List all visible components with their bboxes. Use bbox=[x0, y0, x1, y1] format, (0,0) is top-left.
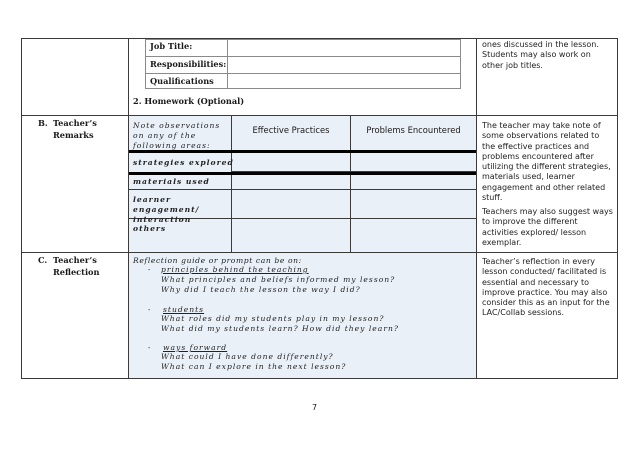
group-q: Why did I teach the lesson the way I did? bbox=[161, 285, 361, 294]
bullet: - bbox=[148, 344, 151, 352]
note-intro: Note observations on any of the following areas: bbox=[133, 121, 221, 150]
page-number: 7 bbox=[312, 403, 318, 412]
bullet: - bbox=[148, 266, 151, 274]
remarks-side-note-1: The teacher may take note of some observations related to the effective practices and problems encountered after utilizing the different strategies, materials used, learner engagement and other related stuff. bbox=[482, 121, 611, 203]
top-side-note: ones discussed in the lesson. Students may also work on other job titles. bbox=[482, 40, 599, 70]
section-b-title-2: Remarks bbox=[53, 130, 94, 140]
reflection-intro: Reflection guide or prompt can be on: bbox=[133, 256, 302, 265]
group-q: What could I have done differently? bbox=[161, 352, 334, 361]
responsibilities-label: Responsibilities: bbox=[150, 59, 227, 69]
area-learner-engagement: learner engagement/ interaction bbox=[133, 195, 200, 225]
qualifications-label: Qualifications bbox=[150, 76, 214, 86]
section-c-title-1: Teacher’s bbox=[53, 255, 97, 265]
col-effective-practices: Effective Practices bbox=[252, 125, 330, 135]
group-q: What principles and beliefs informed my lesson? bbox=[161, 275, 396, 284]
section-b-title-1: Teacher’s bbox=[53, 118, 97, 128]
section-c-title-2: Reflection bbox=[53, 267, 100, 277]
group-q: What roles did my students play in my lesson? bbox=[161, 314, 385, 323]
job-table bbox=[145, 39, 462, 90]
area-others: others bbox=[133, 224, 167, 233]
group-q: What did my students learn? How did they learn? bbox=[161, 324, 399, 333]
group-heading-students: students bbox=[163, 305, 205, 314]
job-title-label: Job Title: bbox=[150, 41, 193, 51]
group-heading-principles: principles behind the teaching bbox=[161, 265, 309, 274]
divider bbox=[476, 38, 477, 379]
col-problems-encountered: Problems Encountered bbox=[366, 125, 461, 135]
bullet: - bbox=[148, 306, 151, 314]
section-b-letter: B. bbox=[38, 118, 48, 128]
homework-label: 2. Homework (Optional) bbox=[133, 96, 245, 106]
area-materials: materials used bbox=[133, 177, 210, 186]
group-q: What can I explore in the next lesson? bbox=[161, 362, 347, 371]
area-strategies: strategies explored bbox=[133, 158, 234, 167]
section-c-letter: C. bbox=[38, 255, 48, 265]
group-heading-ways-forward: ways forward bbox=[163, 343, 228, 352]
remarks-side-note-2: Teachers may also suggest ways to improve the different activities explored/ lesson exemplar. bbox=[482, 207, 613, 247]
reflection-side-note: Teacher’s reflection in every lesson conducted/ facilitated is essential and necessary to improve practice. You may also consider this as an input for the LAC/Collab sessions. bbox=[482, 257, 610, 318]
